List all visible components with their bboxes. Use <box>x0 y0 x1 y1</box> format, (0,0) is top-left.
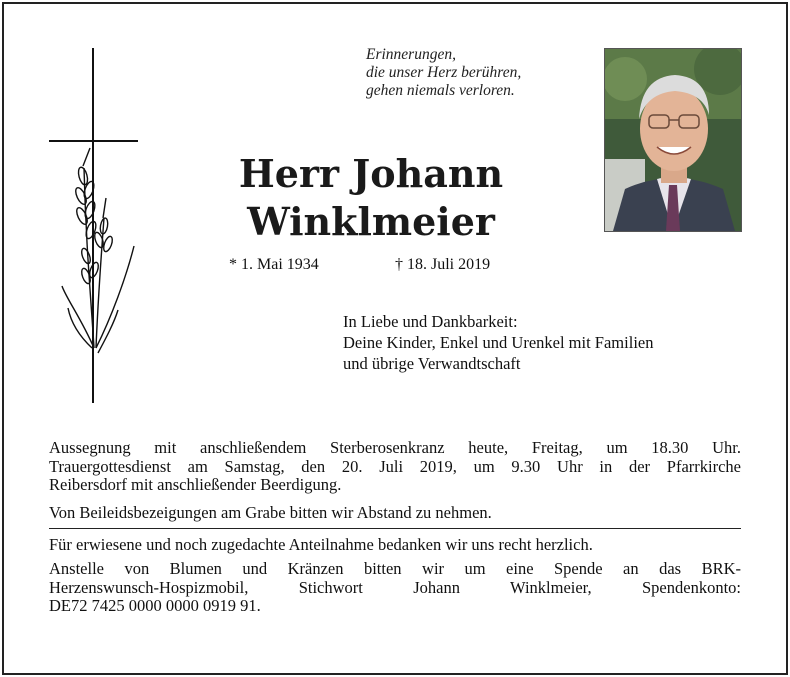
portrait-photo <box>604 48 742 232</box>
quote-line: gehen niemals verloren. <box>366 82 515 99</box>
gratitude-line: Für erwiesene und noch zugedachte Anteilnahme bedanken wir uns recht herzlich. <box>49 535 593 554</box>
service-notice <box>49 439 741 495</box>
service-line: Reibersdorf mit anschließender Beerdigung. <box>49 475 342 494</box>
donation-line: Anstelle von Blumen und Kränzen bitten wir um eine Spende an das BRK- <box>49 559 741 578</box>
deceased-name <box>200 150 542 246</box>
quote-line: die unser Herz berühren, <box>366 64 522 81</box>
memorial-quote <box>366 46 521 100</box>
donation-notice <box>49 560 741 616</box>
wheat-icon <box>62 148 134 353</box>
birth-date: * 1. Mai 1934 <box>229 256 319 273</box>
service-line: Aussegnung mit anschließendem Sterberosenkranz heute, Freitag, um 18.30 Uhr. <box>49 438 741 457</box>
thanks-line: In Liebe und Dankbarkeit: <box>343 312 518 331</box>
cross-icon <box>46 48 142 408</box>
name-line-2: Winklmeier <box>247 199 495 244</box>
donation-line: Herzenswunsch-Hospizmobil, Stichwort Johann Winklmeier, Spendenkonto: <box>49 577 741 597</box>
thanks-line: und übrige Verwandtschaft <box>343 354 521 373</box>
gratitude-notice <box>49 536 741 555</box>
quote-line: Erinnerungen, <box>366 46 456 63</box>
death-date: † 18. Juli 2019 <box>395 256 491 273</box>
condolence-line: Von Beileidsbezeigungen am Grabe bitten wir Abstand zu nehmen. <box>49 503 492 522</box>
condolence-notice <box>49 504 741 523</box>
mourners-block <box>343 311 653 374</box>
thanks-line: Deine Kinder, Enkel und Urenkel mit Familien <box>343 333 654 352</box>
service-line: Trauergottesdienst am Samstag, den 20. Juli 2019, um 9.30 Uhr in der Pfarrkirche <box>49 456 741 476</box>
divider <box>49 528 741 529</box>
donation-line: DE72 7425 0000 0000 0919 91. <box>49 596 261 615</box>
name-line-1: Herr Johann <box>238 151 504 196</box>
